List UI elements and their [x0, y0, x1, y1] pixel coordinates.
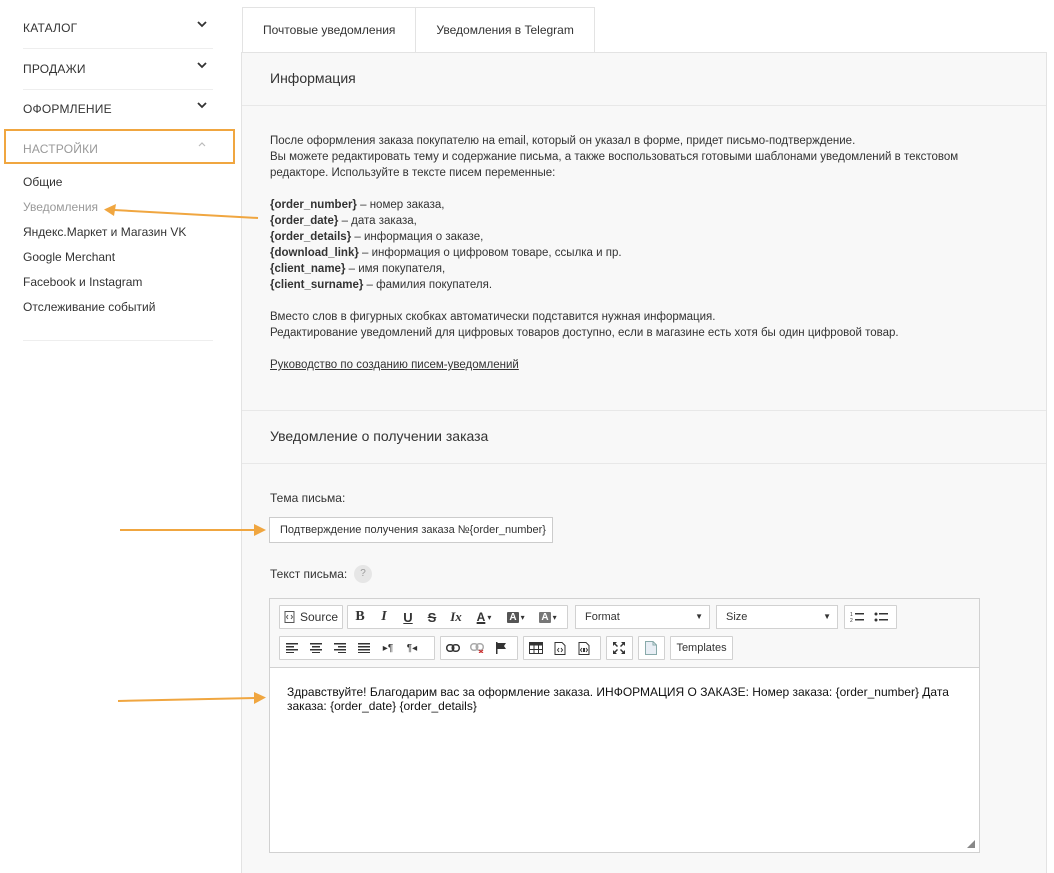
subject-input[interactable]	[269, 517, 553, 543]
templates-group	[670, 636, 733, 660]
variable-desc: – фамилия покупателя.	[363, 279, 493, 291]
body-label: Текст письма:	[270, 567, 348, 581]
variable-desc: – номер заказа,	[356, 199, 445, 211]
alignment-group	[279, 636, 435, 660]
variable-name: {client_surname}	[270, 279, 364, 291]
ltr-button[interactable]	[376, 637, 400, 659]
menu-design-label: ОФОРМЛЕНИЕ	[23, 102, 112, 116]
svg-text:2: 2	[850, 618, 853, 623]
html-snippet-button[interactable]	[572, 637, 596, 659]
align-left-button[interactable]	[280, 637, 304, 659]
info-section-header	[242, 53, 1046, 106]
align-right-icon	[334, 643, 346, 653]
list-group	[844, 605, 897, 629]
align-right-button[interactable]	[328, 637, 352, 659]
info-text	[270, 133, 1010, 373]
unlink-icon	[470, 643, 484, 653]
insert-group	[523, 636, 601, 660]
menu-settings-label: НАСТРОЙКИ	[23, 142, 99, 156]
info-paragraph: Вы можете редактировать тему и содержание письма, а также воспользоваться готовыми шаблонами уведомлений в текстовом редакторе. Используйте в тексте писем переменные:	[270, 151, 959, 179]
italic-button[interactable]: I	[381, 609, 387, 624]
annotation-arrow-notifications	[100, 200, 260, 225]
align-center-icon	[310, 643, 322, 653]
align-left-icon	[286, 643, 298, 653]
maximize-group	[606, 636, 633, 660]
annotation-arrow-subject	[120, 520, 268, 540]
strikethrough-button[interactable]: S	[427, 609, 437, 625]
submenu-event-tracking[interactable]: Отслеживание событий	[23, 300, 156, 314]
variable-line	[270, 245, 1010, 261]
submenu-notifications[interactable]: Уведомления	[23, 200, 99, 214]
bulleted-list-icon	[874, 611, 888, 623]
bg-color-button[interactable]: A ▾	[509, 611, 525, 623]
anchor-button[interactable]	[489, 637, 513, 659]
sidebar-divider	[23, 340, 213, 341]
editor-toolbar	[270, 599, 979, 668]
variable-desc: – имя покупателя,	[345, 263, 446, 275]
subject-input-value: Подтверждение получения заказа №{order_number}	[280, 524, 546, 536]
help-icon[interactable]: ?	[354, 565, 372, 583]
link-icon	[446, 644, 460, 652]
templates-button[interactable]: Templates	[676, 642, 727, 654]
order-section-header	[242, 410, 1046, 464]
unlink-button[interactable]	[465, 637, 489, 659]
align-justify-button[interactable]	[352, 637, 376, 659]
order-section-title: Уведомление о получении заказа	[270, 428, 489, 444]
info-paragraph: Редактирование уведомлений для цифровых товаров доступно, если в магазине есть хотя бы один цифровой товар.	[270, 327, 899, 339]
maximize-icon	[613, 642, 625, 654]
ltr-icon: ▸¶	[382, 642, 394, 654]
iframe-icon	[554, 642, 566, 655]
editor-content[interactable]: Здравствуйте! Благодарим вас за оформление заказа. ИНФОРМАЦИЯ О ЗАКАЗЕ: Номер заказа: {order_number} Дата заказа: {order_date} {order_details}	[287, 685, 949, 713]
submenu-google-merchant[interactable]: Google Merchant	[23, 250, 116, 264]
tab-telegram-notifications[interactable]: Уведомления в Telegram	[416, 7, 594, 52]
resize-handle[interactable]	[967, 840, 975, 848]
table-button[interactable]	[524, 637, 548, 659]
link-button[interactable]	[441, 637, 465, 659]
rtl-icon: ¶◂	[406, 642, 418, 654]
flag-icon	[495, 642, 507, 654]
source-button[interactable]	[280, 606, 342, 628]
submenu-facebook-instagram[interactable]: Facebook и Instagram	[23, 275, 143, 289]
format-select-value: Format	[585, 611, 620, 623]
variable-line	[270, 229, 1010, 245]
settings-highlight-box	[4, 129, 235, 164]
chevron-down-icon: ▼	[823, 612, 831, 621]
rtl-button[interactable]	[400, 637, 424, 659]
submenu-yandex-vk[interactable]: Яндекс.Маркет и Магазин VK	[23, 225, 187, 239]
table-icon	[529, 642, 543, 654]
chevron-down-icon	[197, 61, 207, 69]
info-section-title: Информация	[270, 70, 356, 86]
align-center-button[interactable]	[304, 637, 328, 659]
subject-label: Тема письма:	[270, 491, 346, 505]
bg-color-icon: A	[509, 611, 517, 623]
source-label: Source	[299, 610, 338, 624]
chevron-down-icon	[197, 101, 207, 109]
underline-button[interactable]: U	[403, 609, 413, 625]
remove-format-button[interactable]: Ix	[450, 609, 462, 624]
html-snippet-icon	[578, 642, 590, 655]
source-group	[279, 605, 343, 629]
text-color-icon: A	[476, 610, 486, 624]
numbered-list-button[interactable]	[845, 606, 869, 628]
variable-line	[270, 261, 1010, 277]
guide-link[interactable]: Руководство по созданию писем-уведомлений	[270, 359, 519, 371]
bg-color-alt-icon: A	[541, 611, 549, 623]
document-icon	[645, 641, 657, 655]
info-paragraph: Вместо слов в фигурных скобках автоматически подставится нужная информация.	[270, 311, 716, 323]
size-select-value: Size	[726, 611, 748, 623]
bulleted-list-button[interactable]	[869, 606, 893, 628]
content-panel	[241, 52, 1047, 873]
source-icon	[284, 611, 296, 623]
variable-desc: – дата заказа,	[338, 215, 417, 227]
basic-styles-group	[347, 605, 568, 629]
variable-name: {order_details}	[270, 231, 352, 243]
svg-text:1: 1	[850, 612, 853, 618]
preview-button[interactable]	[639, 637, 663, 659]
menu-sales-label: ПРОДАЖИ	[23, 62, 86, 76]
preview-group	[638, 636, 665, 660]
variable-line	[270, 213, 1010, 229]
sidebar	[0, 0, 240, 873]
text-color-button[interactable]: A ▾	[476, 610, 492, 624]
variable-line	[270, 277, 1010, 293]
variable-name: {download_link}	[270, 247, 359, 259]
chevron-down-icon: ▼	[695, 612, 703, 621]
submenu-general[interactable]: Общие	[23, 175, 63, 189]
bg-color-alt-button[interactable]: A ▾	[541, 611, 557, 623]
variable-name: {order_date}	[270, 215, 339, 227]
rich-text-editor	[269, 598, 980, 853]
menu-sales[interactable]	[23, 49, 213, 90]
menu-catalog-label: КАТАЛОГ	[23, 21, 78, 35]
link-group	[440, 636, 518, 660]
iframe-button[interactable]	[548, 637, 572, 659]
variable-desc: – информация о заказе,	[351, 231, 484, 243]
chevron-down-icon	[197, 20, 207, 28]
tab-bar	[242, 7, 595, 53]
format-select[interactable]	[575, 605, 710, 629]
size-select[interactable]	[716, 605, 838, 629]
variable-name: {client_name}	[270, 263, 346, 275]
menu-design[interactable]	[23, 89, 213, 130]
numbered-list-icon	[850, 611, 864, 623]
variable-line	[270, 197, 1010, 213]
settings-submenu	[23, 170, 213, 320]
bold-button[interactable]: B	[355, 609, 365, 624]
variable-desc: – информация о цифровом товаре, ссылка и пр.	[358, 247, 622, 259]
menu-catalog[interactable]	[23, 8, 213, 49]
annotation-arrow-body	[118, 689, 268, 709]
align-justify-icon	[358, 643, 370, 653]
info-paragraph: После оформления заказа покупателю на email, который он указал в форме, придет письмо-подтверждение.	[270, 135, 856, 147]
variable-name: {order_number}	[270, 199, 357, 211]
maximize-button[interactable]	[607, 637, 631, 659]
tab-email-notifications[interactable]: Почтовые уведомления	[242, 7, 416, 52]
